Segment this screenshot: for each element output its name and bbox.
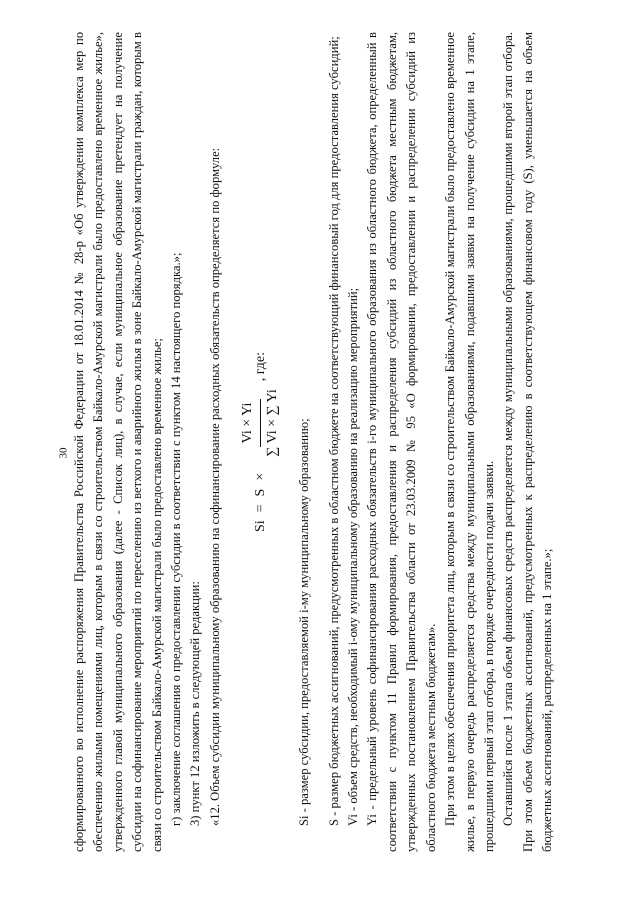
formula-denominator: ∑ Vi × ∑ Yi bbox=[264, 389, 280, 457]
formula-lhs: Si bbox=[252, 520, 268, 533]
paragraph-remaining: Оставшийся после 1 этапа объем финансовых средств распределяется между муниципальными образованиями, прошедшими второй этап отбора. При этом объем бюджетных ассигнований, предусмотренных к распределению в соответствующем финансовом году (S), уменьшается на объем бюджетных ассигнований, распределенных на 1 этапе.»; bbox=[501, 32, 555, 852]
formula-numerator: Vi × Yi bbox=[238, 399, 260, 448]
page-number: 30 bbox=[57, 447, 70, 459]
subsidy-formula bbox=[227, 32, 293, 852]
paragraph-continuation: сформированного во исполнение распоряжения Правительства Российской Федерации от 18.01.2014 № 28-р «Об утверждении комплекса мер по обеспечению жилыми помещениями лиц, которым в связи со строительством Байкало-Амурской магистрали было предоставлено временное жилье», утвержденного главой муниципального образования (далее - Список лиц), в случае, если муниципальное образование претендует на получение субсидии на софинансирование мероприятий по переселению из ветхого и аварийного жилья в зоне Байкало-Амурской магистрали граждан, которым в связи со строительством Байкало-Амурской магистрали было предоставлено временное жилье; bbox=[72, 32, 164, 852]
definition-s: S - размер бюджетных ассигнований, предусмотренных в областном бюджете на соответствующий финансовый год для предоставления субсидий; bbox=[326, 36, 341, 826]
paragraph-item-g: г) заключение соглашения о предоставлении субсидии в соответствии с пунктом 14 настоящего порядка.»; bbox=[169, 252, 184, 826]
formula-equals: = bbox=[252, 504, 268, 513]
paragraph-priority: При этом в целях обеспечения приоритета лиц, которым в связи со строительством Байкало-Амурской магистрали было предоставлено временное жилье, в первую очередь распределяется средства между муниципальными образованиями, подавшими заявки на получение субсидии на 1 этапе, прошедшими первый этап отбора, в порядке очередности подачи заявки. bbox=[443, 32, 496, 852]
definition-vi: Vi - объем средств, необходимый i-ому муниципальному образованию на реализацию мероприятий; bbox=[346, 287, 361, 826]
paragraph-item-3: 3) пункт 12 изложить в следующей редакции: bbox=[188, 581, 203, 826]
formula-times: × bbox=[252, 472, 268, 481]
formula-s: S bbox=[252, 488, 268, 497]
definition-yi: Yi - предельный уровень софинансирования расходных обязательств i-го муниципального образования из областного бюджета, определенный в соответствии с пунктом 11 Правил формирования, предоставления и распределения субсидий из областного бюджета местным бюджетам, утвержденных постановлением Правительства области от 23.03.2009 № 95 «О формировании, предоставлении и распределении субсидий из областного бюджета местным бюджетам». bbox=[365, 32, 438, 852]
rotated-text-block bbox=[70, 32, 570, 852]
paragraph-item-12: «12. Объем субсидии муниципальному образованию на софинансирование расходных обязательств определяется по формуле: bbox=[207, 147, 222, 826]
formula-fraction bbox=[238, 385, 282, 460]
definition-si: Si - размер субсидии, предоставляемой i-му муниципальному образованию; bbox=[297, 418, 312, 826]
formula-suffix: , где: bbox=[252, 351, 268, 382]
